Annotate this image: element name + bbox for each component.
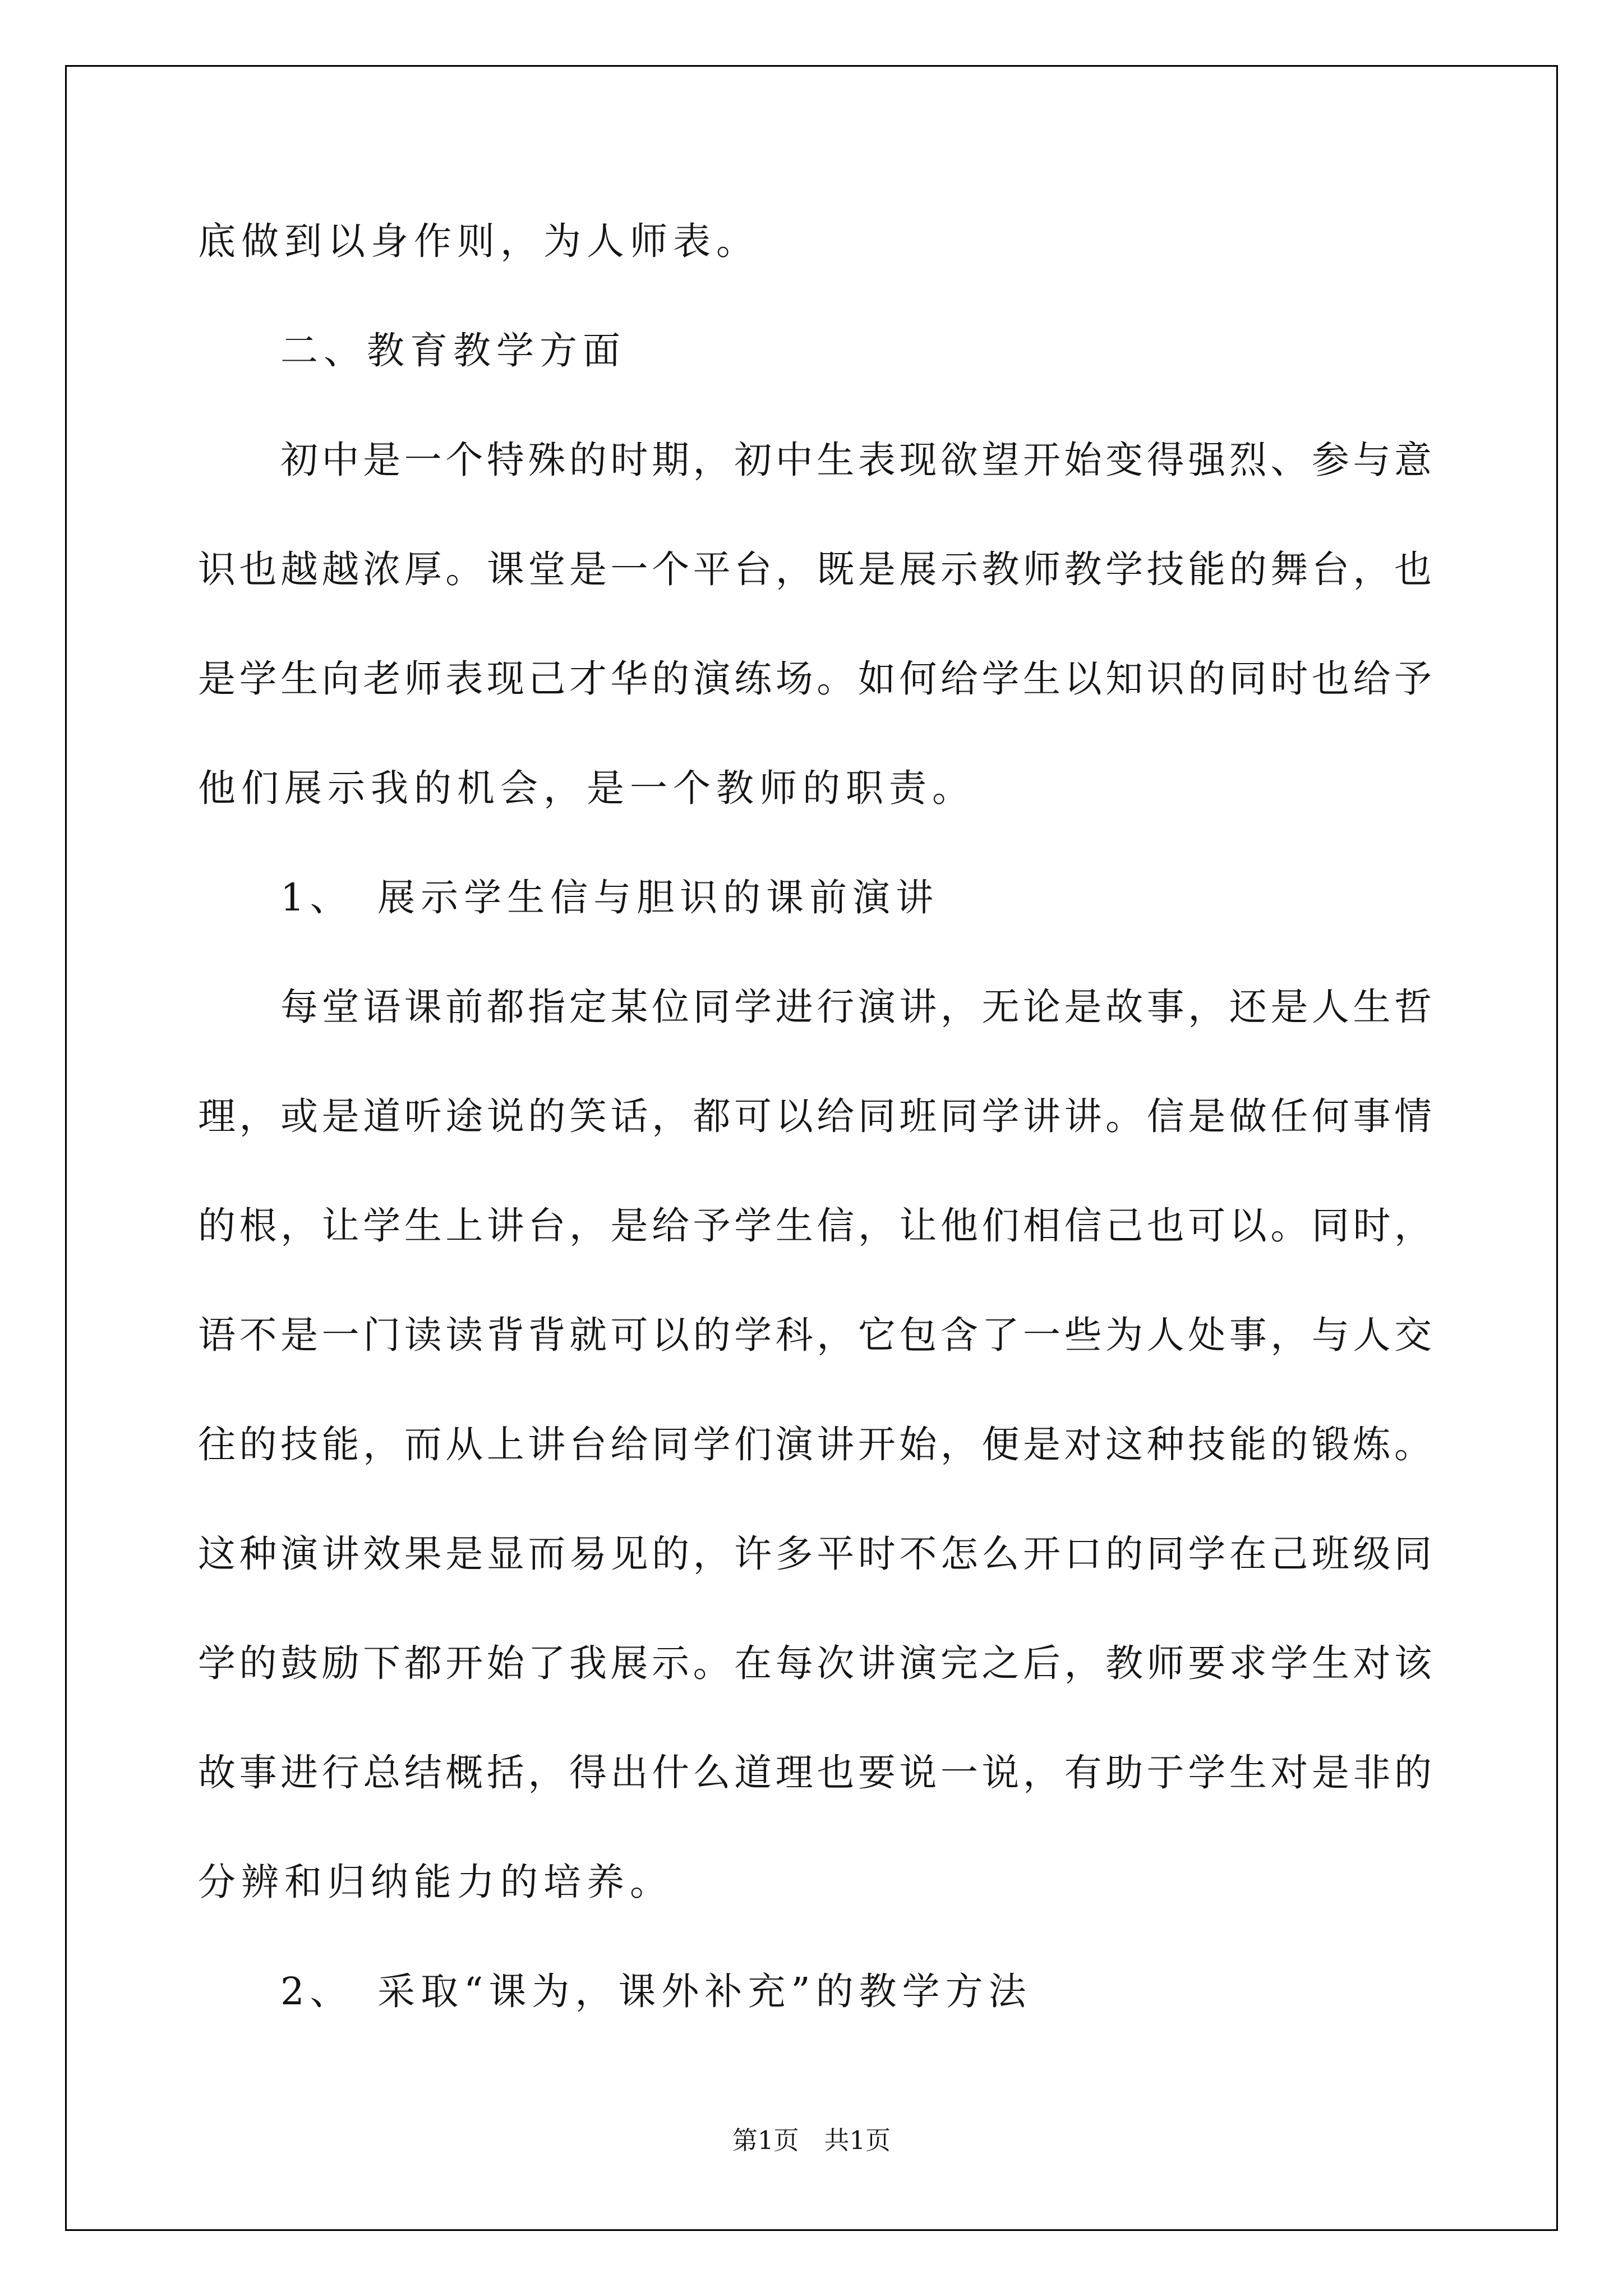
paragraph-line: 底做到以身作则，为人师表。 [198,219,759,263]
paragraph-line: 分辨和归纳能力的培养。 [198,1860,673,1904]
paragraph-line: 识也越越浓厚。课堂是一个平台，既是展示教师教学技能的舞台，也 [198,547,1432,591]
subsection-heading: 1、 展示学生信与胆识的课前演讲 [280,876,939,919]
paragraph-line: 是学生向老师表现己才华的演练场。如何给学生以知识的同时也给予 [198,657,1432,701]
page-border [65,65,1558,2231]
subsection-heading: 2、 采取“课为，课外补充”的教学方法 [280,1970,1032,2013]
paragraph-line: 语不是一门读读背背就可以的学科，它包含了一些为人处事，与人交 [198,1313,1432,1357]
paragraph-line: 每堂语课前都指定某位同学进行演讲，无论是故事，还是人生哲 [280,985,1432,1029]
paragraph-line: 学的鼓励下都开始了我展示。在每次讲演完之后，教师要求学生对该 [198,1641,1432,1685]
page-number-footer: 第1页 共1页 [732,2125,891,2155]
paragraph-line: 往的技能，而从上讲台给同学们演讲开始，便是对这种技能的锻炼。 [198,1423,1432,1466]
paragraph-line: 他们展示我的机会，是一个教师的职责。 [198,766,975,810]
paragraph-line: 理，或是道听途说的笑话，都可以给同班同学讲讲。信是做任何事情 [198,1094,1432,1138]
paragraph-line: 的根，让学生上讲台，是给予学生信，让他们相信己也可以。同时， [198,1204,1432,1248]
paragraph-line: 故事进行总结概括，得出什么道理也要说一说，有助于学生对是非的 [198,1751,1432,1795]
section-heading: 二、教育教学方面 [280,329,626,372]
paragraph-line: 初中是一个特殊的时期，初中生表现欲望开始变得强烈、参与意 [280,438,1432,482]
paragraph-line: 这种演讲效果是显而易见的，许多平时不怎么开口的同学在己班级同 [198,1532,1432,1576]
